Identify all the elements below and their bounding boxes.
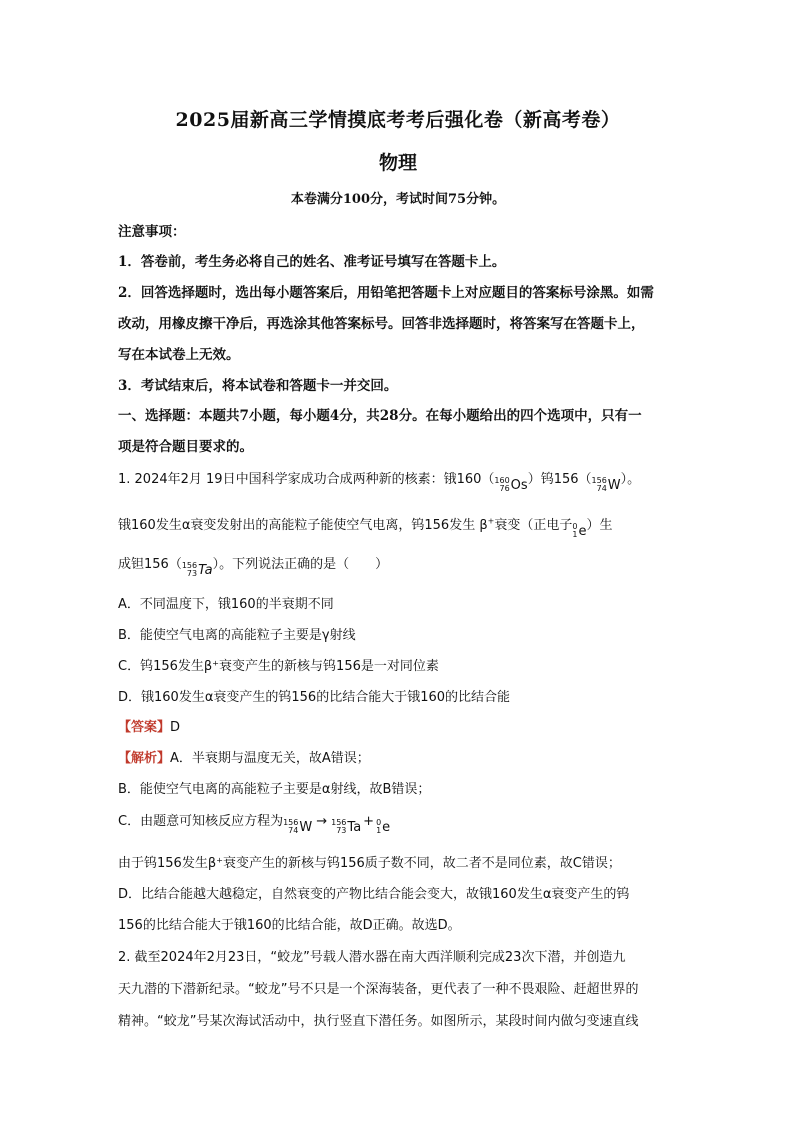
- q1-line2-c: ）生: [586, 518, 613, 533]
- score-time-line: 本卷满分100分，考试时间75分钟。: [290, 192, 506, 207]
- section-heading-line-2: 项是符合题目要求的。: [118, 439, 253, 455]
- w-nuclide: [592, 477, 621, 493]
- note-item-2-line-2: 改动，用橡皮擦干净后，再选涂其他答案标号。回答非选择题时，将答案写在答题卡上，: [118, 316, 645, 332]
- eq-ta-number: 73: [336, 826, 347, 835]
- subject-title: 物理: [378, 152, 417, 174]
- q1-line2-a: 锇160发生α衰变发射出的高能粒子能使空气电离，钨156发生 β: [118, 518, 488, 533]
- ta-symbol: Ta: [198, 562, 213, 578]
- q1-option-c: C．钨156发生β⁺衰变产生的新核与钨156是一对同位素: [118, 659, 439, 674]
- q1-line-3: [118, 553, 678, 578]
- os-number: 76: [499, 484, 510, 493]
- os-nuclide: [494, 477, 527, 493]
- eq-e-nuclide: [376, 819, 390, 835]
- analysis-c-text: C．由题意可知核反应方程为: [118, 814, 284, 829]
- q2-line-3: 精神。“蛟龙”号某次海试活动中，执行竖直下潜任务。如图所示，某段时间内做匀变速直线: [118, 1014, 639, 1029]
- eq-plus: +: [363, 814, 375, 829]
- q2-line-2: 天九潜的下潜新纪录。“蛟龙”号不只是一个深海装备，更代表了一种不畏艰险、赶超世界的: [118, 982, 639, 997]
- q1-text-c: ）。: [620, 472, 641, 487]
- q1-answer: [118, 716, 678, 735]
- q1-analysis-d-line-1: D．比结合能越大越稳定，自然衰变的产物比结合能会变大，故锇160发生α衰变产生的钨: [118, 887, 630, 902]
- ta-nuclide: [182, 562, 213, 578]
- q1-text-b: ）钨156（: [527, 472, 592, 487]
- note-item-3: 3．考试结束后，将本试卷和答题卡一并交回。: [118, 378, 398, 394]
- note-item-2-line-1: 2．回答选择题时，选出每小题答案后，用铅笔把答题卡上对应题目的答案标号涂黑。如需: [118, 285, 654, 301]
- eq-ta-symbol: Ta: [347, 819, 362, 835]
- eq-ta-nuclide: [331, 819, 361, 835]
- exam-title: 2025届新高三学情摸底考考后强化卷（新高考卷）: [175, 109, 621, 131]
- q1-line-2: [118, 514, 678, 539]
- q1-option-d: D．锇160发生α衰变产生的钨156的比结合能大于锇160的比结合能: [118, 690, 511, 705]
- q1-option-a: A．不同温度下，锇160的半衰期不同: [118, 597, 334, 612]
- eq-w-number: 74: [288, 826, 299, 835]
- note-item-2-line-3: 写在本试卷上无效。: [118, 347, 240, 363]
- notes-heading: 注意事项：: [118, 224, 186, 240]
- q1-line-1: [118, 468, 678, 493]
- eq-e-number: 1: [376, 826, 382, 835]
- answer-label: 【答案】: [118, 720, 171, 735]
- q1-text-a: 1. 2024年2月 19日中国科学家成功合成两种新的核素：锇160（: [118, 472, 495, 487]
- q1-line3-a: 成钽156（: [118, 557, 182, 572]
- w-number: 74: [596, 484, 607, 493]
- q1-line2-b: 衰变（正电子: [494, 518, 573, 533]
- beta-plus-sign: +: [487, 516, 495, 526]
- analysis-a-text: A．半衰期与温度无关，故A错误；: [170, 751, 370, 766]
- ta-mass: 156: [181, 561, 198, 570]
- eq-e-symbol: e: [382, 819, 391, 835]
- analysis-label: 【解析】: [118, 751, 171, 766]
- positron-nuclide: [572, 523, 586, 539]
- section-heading-line-1: 一、选择题：本题共7小题，每小题4分，共28分。在每小题给出的四个选项中，只有一: [118, 408, 642, 424]
- e-mass: 0: [572, 522, 578, 531]
- note-item-1: 1．答卷前，考生务必将自己的姓名、准考证号填写在答题卡上。: [118, 254, 506, 270]
- eq-w-mass: 156: [283, 818, 299, 827]
- os-mass: 160: [494, 476, 510, 485]
- q2-line-1: 2. 截至2024年2月23日，“蛟龙”号载人潜水器在南大西洋顺利完成23次下潜，并创造九: [118, 950, 626, 965]
- answer-value: D: [170, 720, 181, 735]
- e-number: 1: [572, 530, 578, 539]
- eq-w-nuclide: [283, 819, 312, 835]
- w-symbol: W: [607, 477, 621, 493]
- os-symbol: Os: [510, 477, 528, 493]
- q1-option-b: B．能使空气电离的高能粒子主要是γ射线: [118, 628, 356, 643]
- e-symbol: e: [578, 523, 587, 539]
- eq-w-symbol: W: [299, 819, 313, 835]
- q1-analysis-d-line-2: 156的比结合能大于锇160的比结合能，故D正确。故选D。: [118, 918, 461, 933]
- eq-e-mass: 0: [376, 818, 382, 827]
- ta-number: 73: [186, 569, 198, 578]
- q1-analysis-c: [118, 810, 678, 835]
- q1-analysis-a: [118, 747, 678, 766]
- reaction-arrow: →: [316, 814, 328, 829]
- q1-line3-b: ）。下列说法正确的是（ ）: [212, 557, 389, 572]
- q1-analysis-c2: 由于钨156发生β⁺衰变产生的新核与钨156质子数不同，故二者不是同位素，故C错误；: [118, 856, 621, 871]
- w-mass: 156: [591, 476, 607, 485]
- eq-ta-mass: 156: [331, 818, 347, 827]
- q1-analysis-b: B．能使空气电离的高能粒子主要是α射线，故B错误；: [118, 782, 431, 797]
